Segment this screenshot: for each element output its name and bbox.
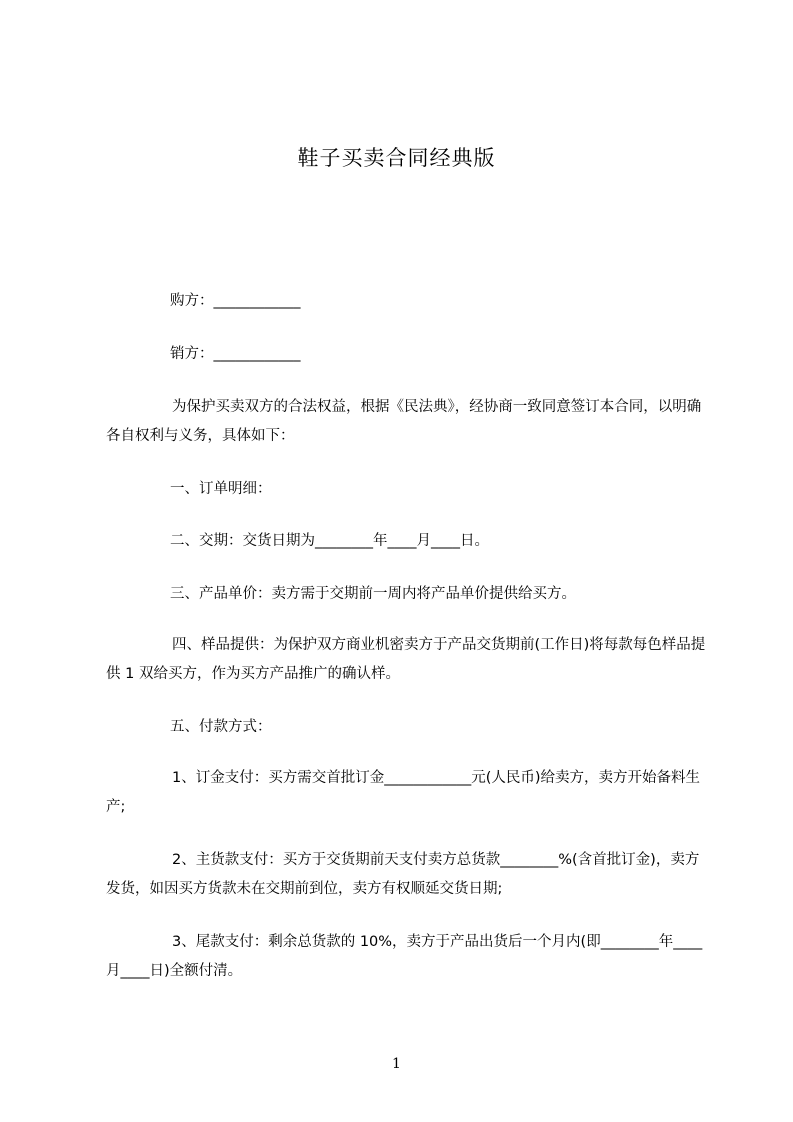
section-payment-method: 五、付款方式： (170, 719, 272, 735)
seller-line: 销方：____________ (170, 346, 301, 362)
section-samples: 四、样品提供：为保护双方商业机密卖方于产品交货期前(工作日)将每款每色样品提供 1 双给买方，作为买方产品推广的确认样。 (106, 637, 706, 682)
intro-paragraph: 为保护买卖双方的合法权益，根据《民法典》，经协商一致同意签订本合同，以明确各自权利与义务，具体如下： (106, 399, 702, 444)
buyer-line: 购方：____________ (170, 293, 301, 309)
section-delivery-date: 二、交期：交货日期为________年____月____日。 (170, 533, 489, 549)
payment-main: 2、主货款支付：买方于交货期前天支付卖方总货款________%(含首批订金)，卖方发货，如因买方货款未在交期前到位，卖方有权顺延交货日期; (106, 852, 700, 897)
payment-deposit: 1、订金支付：买方需交首批订金____________元(人民币)给卖方，卖方开始备料生产; (106, 770, 701, 815)
payment-final: 3、尾款支付：剩余总货款的 10%，卖方于产品出货后一个月内(即________年____月____日)全额付清。 (106, 934, 703, 979)
page-number: 1 (392, 1056, 401, 1072)
section-unit-price: 三、产品单价：卖方需于交期前一周内将产品单价提供给买方。 (170, 586, 576, 602)
document-title: 鞋子买卖合同经典版 (297, 146, 496, 170)
section-order-details: 一、订单明细： (170, 481, 272, 497)
